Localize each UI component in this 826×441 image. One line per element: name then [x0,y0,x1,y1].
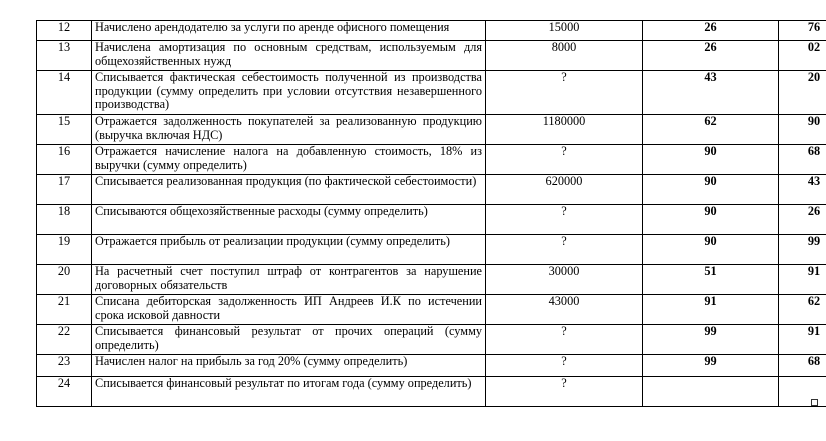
amount-cell[interactable]: ? [486,145,643,175]
operation-description-cell[interactable]: Начислена амортизация по основным средствам, используемым для общехозяйственных нужд [92,41,486,71]
debit-account-cell[interactable]: 90 [643,175,779,205]
amount-cell[interactable]: 620000 [486,175,643,205]
debit-account-cell[interactable]: 90 [643,235,779,265]
table-row [37,21,826,41]
amount-cell[interactable]: ? [486,71,643,115]
row-number-cell[interactable]: 20 [37,265,92,295]
row-number-cell[interactable]: 15 [37,115,92,145]
table-row [37,235,826,265]
debit-account-cell[interactable]: 62 [643,115,779,145]
row-number-cell[interactable]: 18 [37,205,92,235]
credit-account-cell[interactable]: 68 [779,355,826,377]
debit-account-cell[interactable]: 43 [643,71,779,115]
amount-cell[interactable]: ? [486,325,643,355]
credit-account-cell[interactable]: 02 [779,41,826,71]
debit-account-cell[interactable]: 26 [643,21,779,41]
table-row [37,115,826,145]
operation-description-cell[interactable]: Начислен налог на прибыль за год 20% (сумму определить) [92,355,486,377]
credit-account-cell[interactable]: 26 [779,205,826,235]
credit-account-cell[interactable] [779,377,826,407]
amount-cell[interactable]: ? [486,205,643,235]
transactions-table-body [37,21,826,407]
amount-cell[interactable]: 8000 [486,41,643,71]
debit-account-cell[interactable]: 90 [643,205,779,235]
operation-description-cell[interactable]: На расчетный счет поступил штраф от контрагентов за нарушение договорных обязательств [92,265,486,295]
amount-cell[interactable]: ? [486,355,643,377]
transactions-table [36,20,826,407]
credit-account-cell[interactable]: 68 [779,145,826,175]
table-row [37,325,826,355]
credit-account-cell[interactable]: 43 [779,175,826,205]
credit-account-cell[interactable]: 91 [779,325,826,355]
amount-cell[interactable]: ? [486,235,643,265]
operation-description-cell[interactable]: Отражается задолженность покупателей за реализованную продукцию (выручка включая НДС) [92,115,486,145]
operation-description-cell[interactable]: Списана дебиторская задолженность ИП Андреев И.К по истечении срока исковой давности [92,295,486,325]
table-row [37,175,826,205]
operation-description-cell[interactable]: Списывается финансовый результат от прочих операций (сумму определить) [92,325,486,355]
credit-account-cell[interactable]: 90 [779,115,826,145]
table-row [37,355,826,377]
credit-account-cell[interactable]: 62 [779,295,826,325]
debit-account-cell[interactable] [643,377,779,407]
table-row [37,145,826,175]
amount-cell[interactable]: 43000 [486,295,643,325]
amount-cell[interactable]: 15000 [486,21,643,41]
table-row [37,41,826,71]
debit-account-cell[interactable]: 26 [643,41,779,71]
debit-account-cell[interactable]: 51 [643,265,779,295]
debit-account-cell[interactable]: 91 [643,295,779,325]
table-row [37,377,826,407]
row-number-cell[interactable]: 19 [37,235,92,265]
row-number-cell[interactable]: 17 [37,175,92,205]
row-number-cell[interactable]: 23 [37,355,92,377]
row-number-cell[interactable]: 12 [37,21,92,41]
table-row [37,295,826,325]
row-number-cell[interactable]: 16 [37,145,92,175]
operation-description-cell[interactable]: Отражается начисление налога на добавленную стоимость, 18% из выручки (сумму определить) [92,145,486,175]
row-number-cell[interactable]: 13 [37,41,92,71]
debit-account-cell[interactable]: 99 [643,325,779,355]
row-number-cell[interactable]: 22 [37,325,92,355]
operation-description-cell[interactable]: Начислено арендодателю за услуги по аренде офисного помещения [92,21,486,41]
operation-description-cell[interactable]: Отражается прибыль от реализации продукции (сумму определить) [92,235,486,265]
operation-description-cell[interactable]: Списывается реализованная продукция (по фактической себестоимости) [92,175,486,205]
table-row [37,71,826,115]
credit-account-cell[interactable]: 99 [779,235,826,265]
amount-cell[interactable]: ? [486,377,643,407]
table-row [37,205,826,235]
debit-account-cell[interactable]: 90 [643,145,779,175]
amount-cell[interactable]: 1180000 [486,115,643,145]
credit-account-cell[interactable]: 91 [779,265,826,295]
table-row [37,265,826,295]
debit-account-cell[interactable]: 99 [643,355,779,377]
amount-cell[interactable]: 30000 [486,265,643,295]
operation-description-cell[interactable]: Списывается фактическая себестоимость полученной из производства продукции (сумму определить при условии отсутствия незавершенного производства) [92,71,486,115]
table-resize-handle[interactable] [811,399,818,406]
operation-description-cell[interactable]: Списывается финансовый результат по итогам года (сумму определить) [92,377,486,407]
row-number-cell[interactable]: 24 [37,377,92,407]
row-number-cell[interactable]: 21 [37,295,92,325]
credit-account-cell[interactable]: 20 [779,71,826,115]
row-number-cell[interactable]: 14 [37,71,92,115]
credit-account-cell[interactable]: 76 [779,21,826,41]
operation-description-cell[interactable]: Списываются общехозяйственные расходы (сумму определить) [92,205,486,235]
